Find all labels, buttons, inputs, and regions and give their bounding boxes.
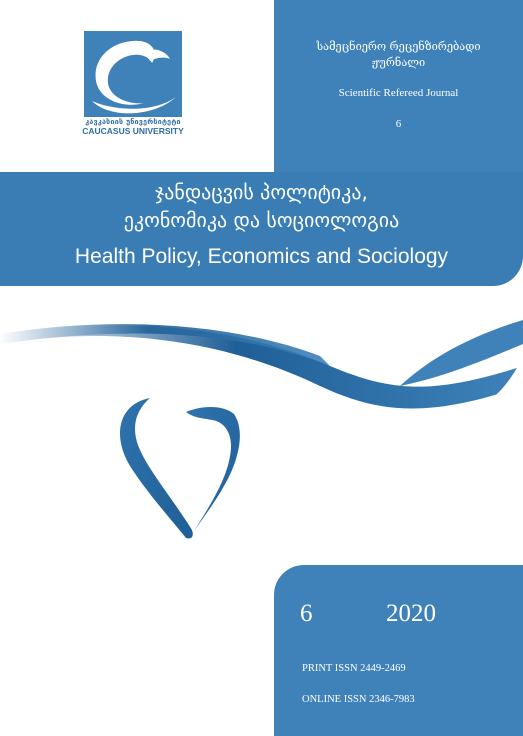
university-name-georgian: კავკასიის უნივერსიტეტი [85, 118, 181, 126]
journal-type-georgian-line1: სამეცნიერო რეცენზირებადი [316, 40, 481, 53]
title-georgian-line2: ეკონომიკა და სოციოლოგია [123, 208, 400, 232]
issue-year: 2020 [386, 600, 436, 627]
journal-type-georgian-line2: ჟურნალი [371, 56, 426, 69]
title-english: Health Policy, Economics and Sociology [74, 245, 449, 268]
decorative-wave-and-heart [0, 286, 523, 566]
online-issn: ONLINE ISSN 2346-7983 [302, 694, 415, 705]
university-name-english: CAUCASUS UNIVERSITY [82, 126, 184, 136]
header-info-panel [274, 0, 523, 172]
issue-info-panel [274, 565, 523, 736]
university-logo-icon [84, 31, 182, 117]
journal-type-english: Scientific Refereed Journal [338, 87, 459, 99]
issue-number: 6 [300, 600, 313, 627]
title-georgian-line1: ჯანდაცვის პოლიტიკა, [155, 180, 368, 204]
print-issn: PRINT ISSN 2449-2469 [302, 663, 406, 674]
issue-number-top: 6 [395, 118, 402, 130]
